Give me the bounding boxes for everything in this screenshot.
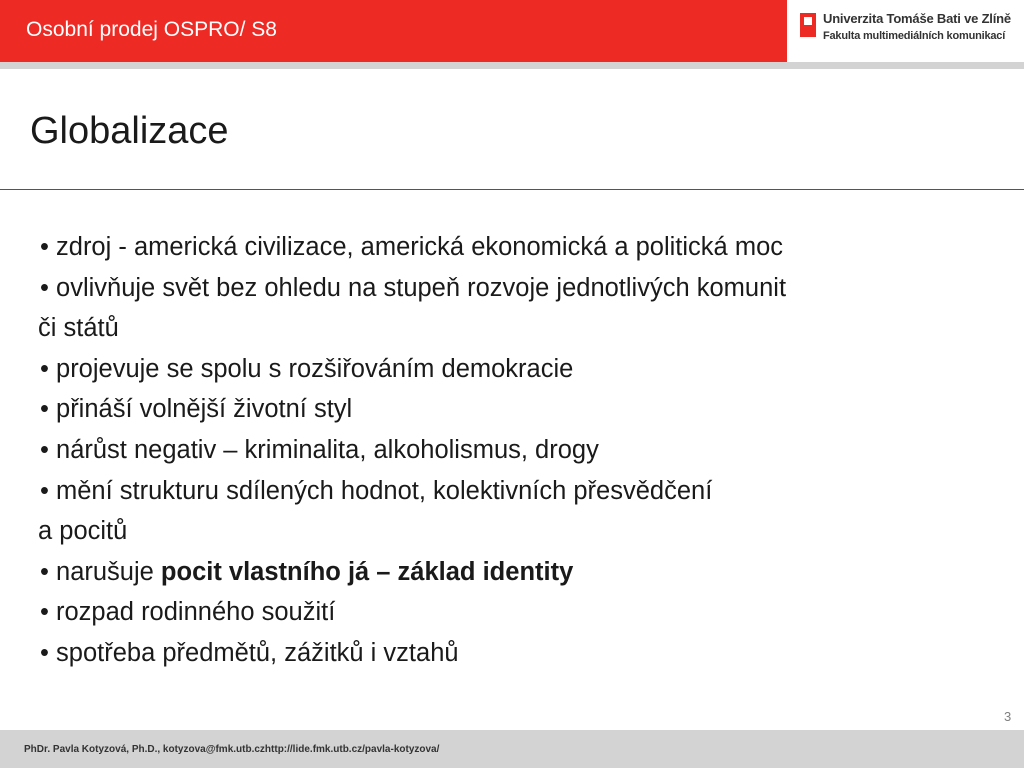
footer-bar: [0, 730, 1024, 768]
header-bar: [0, 0, 787, 62]
bullet-continuation: či států: [38, 314, 119, 343]
bullet-item: • zdroj - americká civilizace, americká ekonomická a politická moc: [40, 233, 783, 261]
utb-logo-icon: [800, 13, 816, 37]
bullet-item: • ovlivňuje svět bez ohledu na stupeň rozvoje jednotlivých komunit: [40, 273, 787, 302]
bullet-item: • rozpad rodinného soužití: [40, 598, 336, 627]
bullet-item: • mění strukturu sdílených hodnot, kolektivních přesvědčení: [40, 476, 713, 505]
course-title: Osobní prodej OSPRO/ S8: [26, 18, 277, 41]
slide-title: Globalizace: [30, 110, 229, 152]
bullet-item: • spotřeba předmětů, zážitků i vztahů: [40, 638, 459, 667]
bullet-emphasis: pocit vlastního já – základ identity: [160, 557, 574, 586]
bullet-prefix: • narušuje: [40, 557, 161, 586]
university-name: Univerzita Tomáše Bati ve Zlíně: [823, 11, 1011, 26]
page-number: 3: [1004, 709, 1012, 724]
bullet-list: [40, 227, 1000, 674]
faculty-name: Fakulta multimediálních komunikací: [823, 30, 1006, 42]
title-divider: [0, 189, 1024, 190]
university-logo: [787, 0, 1024, 62]
bullet-item: • nárůst negativ – kriminalita, alkoholismus, drogy: [40, 435, 599, 464]
author-contact: PhDr. Pavla Kotyzová, Ph.D., kotyzova@fmk.utb.czhttp://lide.fmk.utb.cz/pavla-kotyzova/: [24, 744, 440, 755]
bullet-continuation: a pocitů: [38, 517, 128, 546]
bullet-item-identity: [40, 552, 1000, 593]
bullet-item: • projevuje se spolu s rozšiřováním demokracie: [40, 354, 574, 383]
bullet-item: • přináší volnější životní styl: [40, 395, 353, 424]
header-underline: [0, 62, 1024, 69]
